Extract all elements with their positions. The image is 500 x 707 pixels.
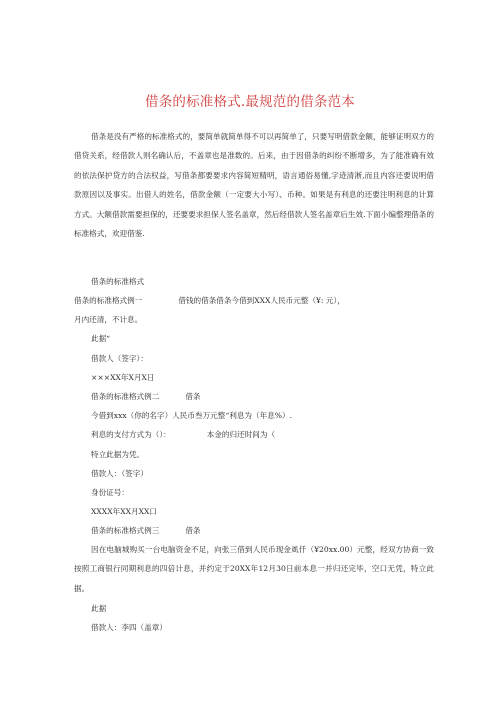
principal-return: 本金的归还时间为（ — [206, 430, 276, 439]
heading-standard-format: 借条的标准格式 — [91, 277, 145, 286]
interest-line — [91, 430, 275, 440]
ci-ju-line: 此据“ — [91, 334, 111, 343]
proof-line: 特立此据为凭。 — [91, 450, 145, 459]
repay-line: 月内还清，不计息。 — [74, 315, 143, 324]
date-line-two: XXXX年XX月XX口 — [91, 507, 158, 516]
id-number-line: 身份证号： — [91, 488, 129, 497]
borrower-sign-line-two: 借款人：（签字） — [91, 469, 148, 478]
borrower-li-si-line: 借款人：李四（盖章） — [91, 623, 167, 632]
example-one-label: 借条的标准格式例一 — [74, 296, 143, 305]
ci-ju-line-two: 此据 — [91, 604, 107, 613]
example-two-line — [91, 392, 201, 402]
intro-paragraph: 借条是没有严格的标准格式的，要简单就简单得不可以再简单了，只要写明借款金额，能够证明双方的借贷关系，经借款人则名确认后，不盖章也是准数的。后来，由于因借条的纠纷不断增多，为了能准确有效的依法保护贷方的合法权益，写借条都要要求内容简短精明，语言通俗易懂,字迹清淅,而且内容还要说明借款原因以及事实。出借人的姓名，借款金额（一定要大小写）、币种。如果是有利息的还要注明利息的计算方式。大额借款需要担保的，还要要求担保人签名盖章，然后经借款人签名盖章后生效.下面小编整理借条的标准格式，欢迎借鉴. — [74, 132, 434, 239]
example-three-title: 借条 — [185, 526, 201, 535]
example-two-label: 借条的标准格式例二 — [91, 392, 160, 401]
borrower-sign-line: 借款人（签字）： — [91, 354, 148, 363]
example-three-paragraph: 因在电脑城购买一台电脑资金不足，向张三借到人民币现金虱仟（¥20xx.00）元整，经双方协商一致按照工商银行同期利息的四倍计息，并约定于20XX年12月30日前本息一并归还完毕，空口无凭，特立此据。 — [74, 545, 434, 593]
interest-method: 利息的支付方式为（）： — [91, 430, 171, 439]
loan-amount-line: 今借到xxx（你的名字）人民币叁万元整“利息为（年息%）. — [91, 411, 293, 420]
date-line-one: ×××XX年X月X日 — [91, 373, 155, 382]
example-one-text: 借钱的借条借条今借到XXX人民币元整（¥: 元）， — [178, 296, 345, 305]
example-one-line — [74, 296, 345, 306]
example-two-title: 借条 — [185, 392, 201, 401]
example-three-label: 借条的标准格式例三 — [91, 526, 160, 535]
example-three-line — [91, 526, 201, 536]
document-title: 借条的标准格式.最规范的借条范本 — [145, 94, 355, 110]
